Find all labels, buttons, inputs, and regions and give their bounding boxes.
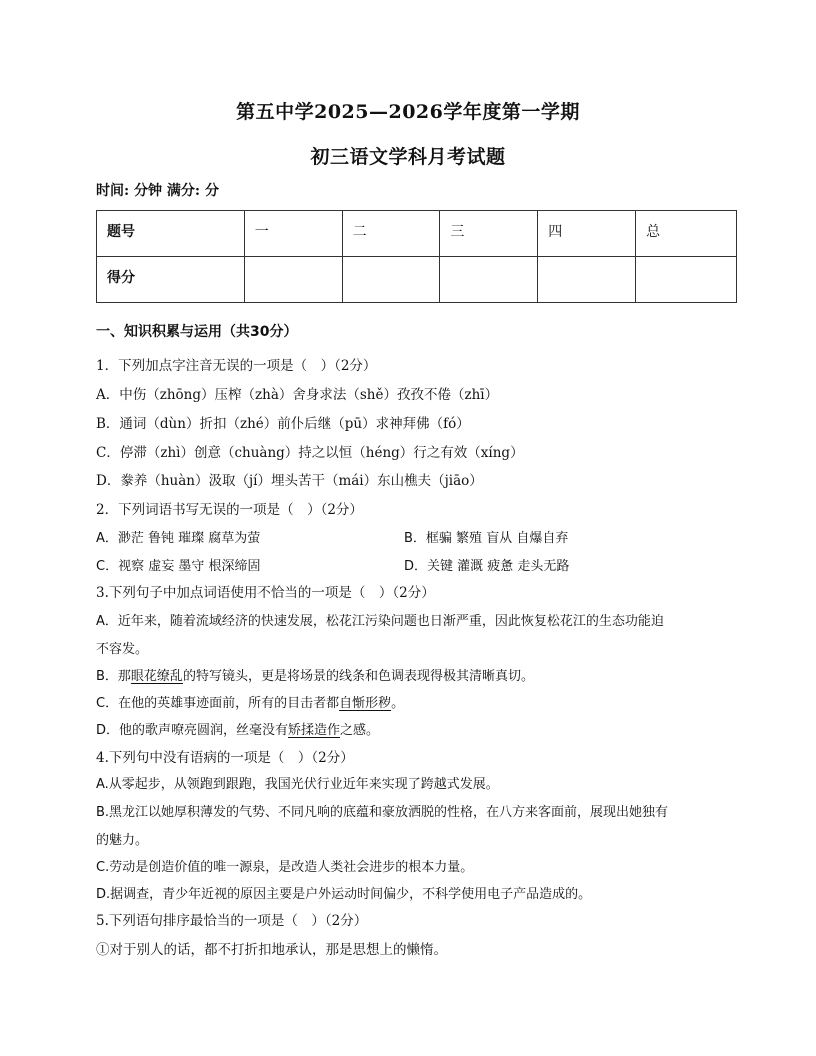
- question-1-stem: 1．下列加点字注音无误的一项是（ ）（2分）: [96, 358, 377, 374]
- score-entry-cell[interactable]: [538, 257, 636, 303]
- score-table-score-row: [97, 257, 737, 303]
- question-2-options-row1: [96, 528, 736, 549]
- exam-subtitle: 初三语文学科月考试题: [310, 146, 506, 168]
- underlined-phrase: 自惭形秽: [339, 696, 392, 711]
- question-5-item-1: ①对于别人的话，都不打折扣地承认，那是思想上的懒惰。: [96, 942, 447, 958]
- question-4-option-b: B.黑龙江以她厚积薄发的气势、不同凡响的底蕴和豪放洒脱的性格，在八方来客面前，展现出她独有: [96, 805, 669, 820]
- exam-title: 第五中学2025—2026学年度第一学期: [236, 101, 580, 123]
- score-table-cell: 题号: [97, 211, 245, 257]
- question-4-option-d: D.据调查，青少年近视的原因主要是户外运动时间偏少，不科学使用电子产品造成的。: [96, 887, 592, 902]
- question-2-options-row2: [96, 556, 736, 577]
- text-segment: 之感。: [340, 723, 380, 738]
- section-heading: 一、知识积累与运用（共30分）: [96, 324, 298, 340]
- score-table-cell: 二: [342, 211, 440, 257]
- question-2-stem: 2．下列词语书写无误的一项是（ ）（2分）: [96, 502, 363, 518]
- score-entry-cell[interactable]: [636, 257, 737, 303]
- score-table-header-row: [97, 211, 737, 257]
- underlined-phrase: 矫揉造作: [288, 723, 341, 738]
- question-2-option-b: B．框骗 繁殖 盲从 自爆自弃: [404, 531, 569, 546]
- question-3-option-b: [96, 667, 736, 687]
- question-5-stem: 5.下列语句排序最恰当的一项是（ ）（2分）: [96, 913, 368, 929]
- text-segment: C．在他的英雄事迹面前，所有的目击者都: [96, 696, 340, 711]
- question-2-option-a: A．渺茫 鲁钝 璀璨 腐草为萤: [96, 531, 261, 546]
- question-1-option-b: B．通词（dùn）折扣（zhé）前仆后继（pū）求神拜佛（fó）: [96, 416, 470, 432]
- text-segment: 。: [391, 696, 405, 711]
- score-table-cell: 三: [440, 211, 538, 257]
- question-4-stem: 4.下列句中没有语病的一项是（ ）（2分）: [96, 750, 354, 766]
- score-table-cell: 得分: [97, 257, 245, 303]
- score-table: [96, 210, 737, 303]
- question-1-option-c: C．停滞（zhì）创意（chuàng）持之以恒（héng）行之有效（xíng）: [96, 445, 524, 461]
- score-table-cell: 总: [636, 211, 737, 257]
- underlined-phrase: 眼花缭乱: [130, 669, 183, 684]
- question-3-option-d: [96, 721, 736, 741]
- question-4-option-a: A.从零起步，从领跑到跟跑，我国光伏行业近年来实现了跨越式发展。: [96, 777, 499, 792]
- time-score-info: 时间: 分钟 满分: 分: [96, 183, 219, 199]
- question-3-option-a: A．近年来，随着流域经济的快速发展，松花江污染问题也日渐严重，因此恢复松花江的生态功能迫: [96, 614, 664, 629]
- score-table-cell: 一: [244, 211, 342, 257]
- question-3-option-c: [96, 694, 736, 714]
- question-1-option-d: D．豢养（huàn）汲取（jí）埋头苦干（mái）东山樵夫（jiāo）: [96, 473, 483, 489]
- question-4-option-c: C.劳动是创造价值的唯一源泉，是改造人类社会进步的根本力量。: [96, 860, 474, 875]
- score-table-cell: 四: [538, 211, 636, 257]
- question-2-option-c: C．视察 虚妄 墨守 根深缔固: [96, 559, 261, 574]
- score-entry-cell[interactable]: [244, 257, 342, 303]
- text-segment: D．他的歌声嘹亮圆润，丝毫没有: [96, 723, 289, 738]
- question-3-stem: 3.下列句子中加点词语使用不恰当的一项是（ ）（2分）: [96, 585, 435, 601]
- question-4-option-b-cont: 的魅力。: [96, 833, 149, 848]
- score-entry-cell[interactable]: [342, 257, 440, 303]
- question-1-option-a: A．中伤（zhōng）压榨（zhà）舍身求法（shě）孜孜不倦（zhī）: [96, 387, 499, 403]
- question-2-option-d: D．关键 灌溉 疲惫 走头无路: [404, 559, 570, 574]
- text-segment: 的特写镜头，更是将场景的线条和色调表现得极其清晰真切。: [182, 669, 534, 684]
- score-entry-cell[interactable]: [440, 257, 538, 303]
- text-segment: B．那: [96, 669, 131, 684]
- question-3-option-a-cont: 不容发。: [96, 642, 149, 657]
